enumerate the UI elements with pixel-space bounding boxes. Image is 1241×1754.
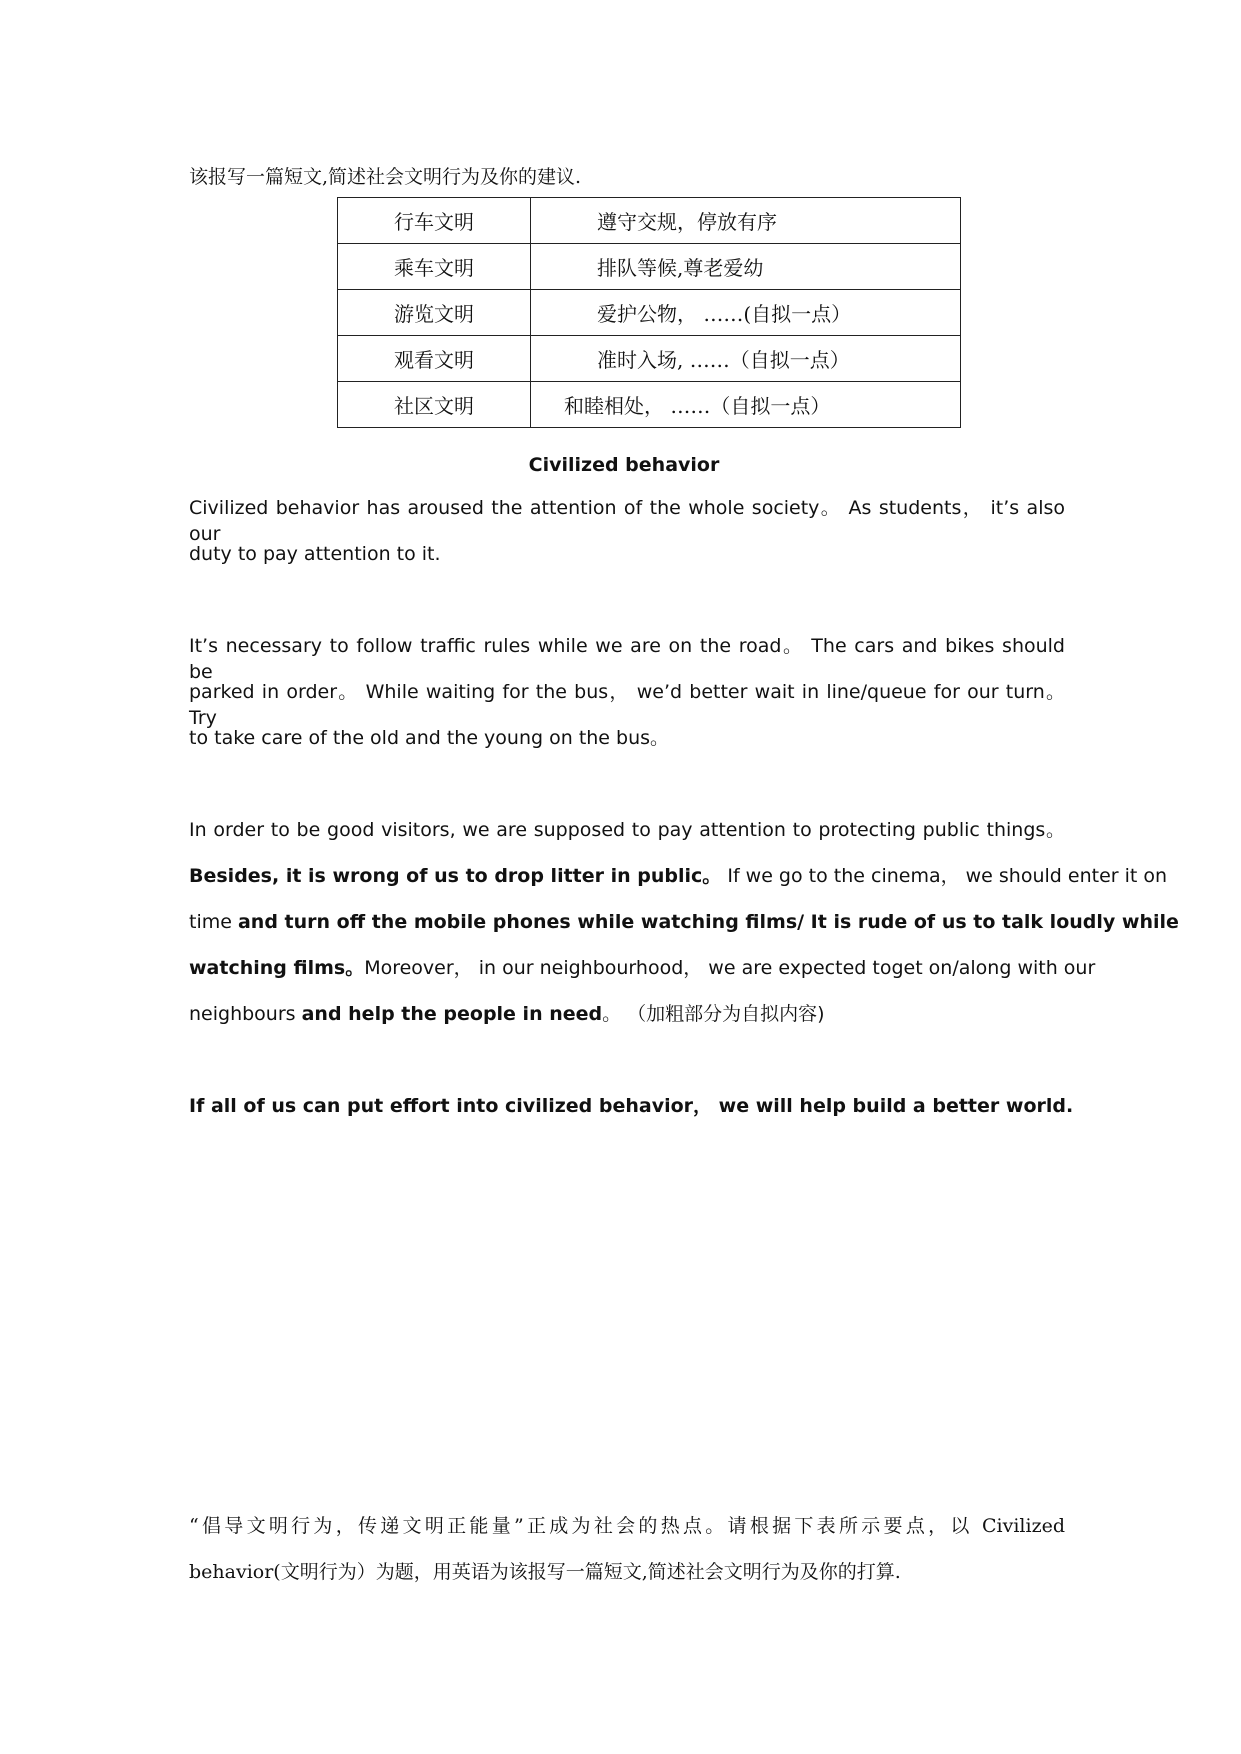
essay-paragraph-3-line [189,955,1095,981]
essay-paragraph-1-line: duty to pay attention to it. [189,543,441,565]
table-row [338,198,961,244]
normal-text: time [189,911,238,933]
essay-paragraph-3-line [189,863,1167,889]
bold-text: and turn off the mobile phones while watching films/ It is rude of us to talk loudly while [237,911,1179,933]
bold-text: watching films。 [189,957,365,979]
table-cell-category: 乘车文明 [338,244,531,290]
essay-title: Civilized behavior [528,454,720,476]
prompt-line: behavior(文明行为）为题，用英语为该报写一篇短文,简述社会文明行为及你的打算. [189,1561,901,1583]
essay-paragraph-3-line [189,1001,825,1027]
table-cell-requirement: 和睦相处， ……（自拟一点） [531,382,961,428]
table-cell-category: 观看文明 [338,336,531,382]
table-cell-category: 游览文明 [338,290,531,336]
bold-text: and help the people in need [301,1003,603,1025]
normal-text: Moreover， in our neighbourhood， we are expected toget on/along with our [364,957,1096,979]
table-row [338,244,961,290]
table-cell-requirement: 遵守交规，停放有序 [531,198,961,244]
essay-paragraph-1-line: Civilized behavior has aroused the attention of the whole society。 As students， it’s also our [189,497,1065,545]
bold-text: Besides, it is wrong of us to drop litter in public。 [189,865,722,887]
table-cell-requirement: 爱护公物， ……(自拟一点） [531,290,961,336]
table-row [338,290,961,336]
normal-text: 。 （加粗部分为自拟内容) [602,1003,825,1025]
normal-text: neighbours [189,1003,302,1025]
requirements-table [337,197,961,428]
table-row [338,382,961,428]
table-cell-requirement: 排队等候,尊老爱幼 [531,244,961,290]
table-cell-requirement: 准时入场, ……（自拟一点） [531,336,961,382]
table-cell-category: 行车文明 [338,198,531,244]
normal-text: If we go to the cinema， we should enter it on [721,865,1168,887]
table-cell-category: 社区文明 [338,382,531,428]
essay-paragraph-2-line: parked in order。 While waiting for the bus， we’d better wait in line/queue for our turn。 Try [189,681,1065,729]
essay-paragraph-2-line: to take care of the old and the young on the bus。 [189,727,670,749]
intro-instruction: 该报写一篇短文,简述社会文明行为及你的建议. [189,166,582,188]
table-row [338,336,961,382]
essay-paragraph-2-line: It’s necessary to follow traffic rules while we are on the road。 The cars and bikes should be [189,635,1065,683]
essay-paragraph-3-line: In order to be good visitors, we are supposed to pay attention to protecting public things。 [189,819,1065,841]
essay-conclusion: If all of us can put effort into civilized behavior， we will help build a better world. [189,1095,1074,1117]
prompt-line: “倡导文明行为，传递文明正能量”正成为社会的热点。请根据下表所示要点，以 Civilized [189,1515,1065,1537]
essay-paragraph-3-line [189,909,1179,935]
